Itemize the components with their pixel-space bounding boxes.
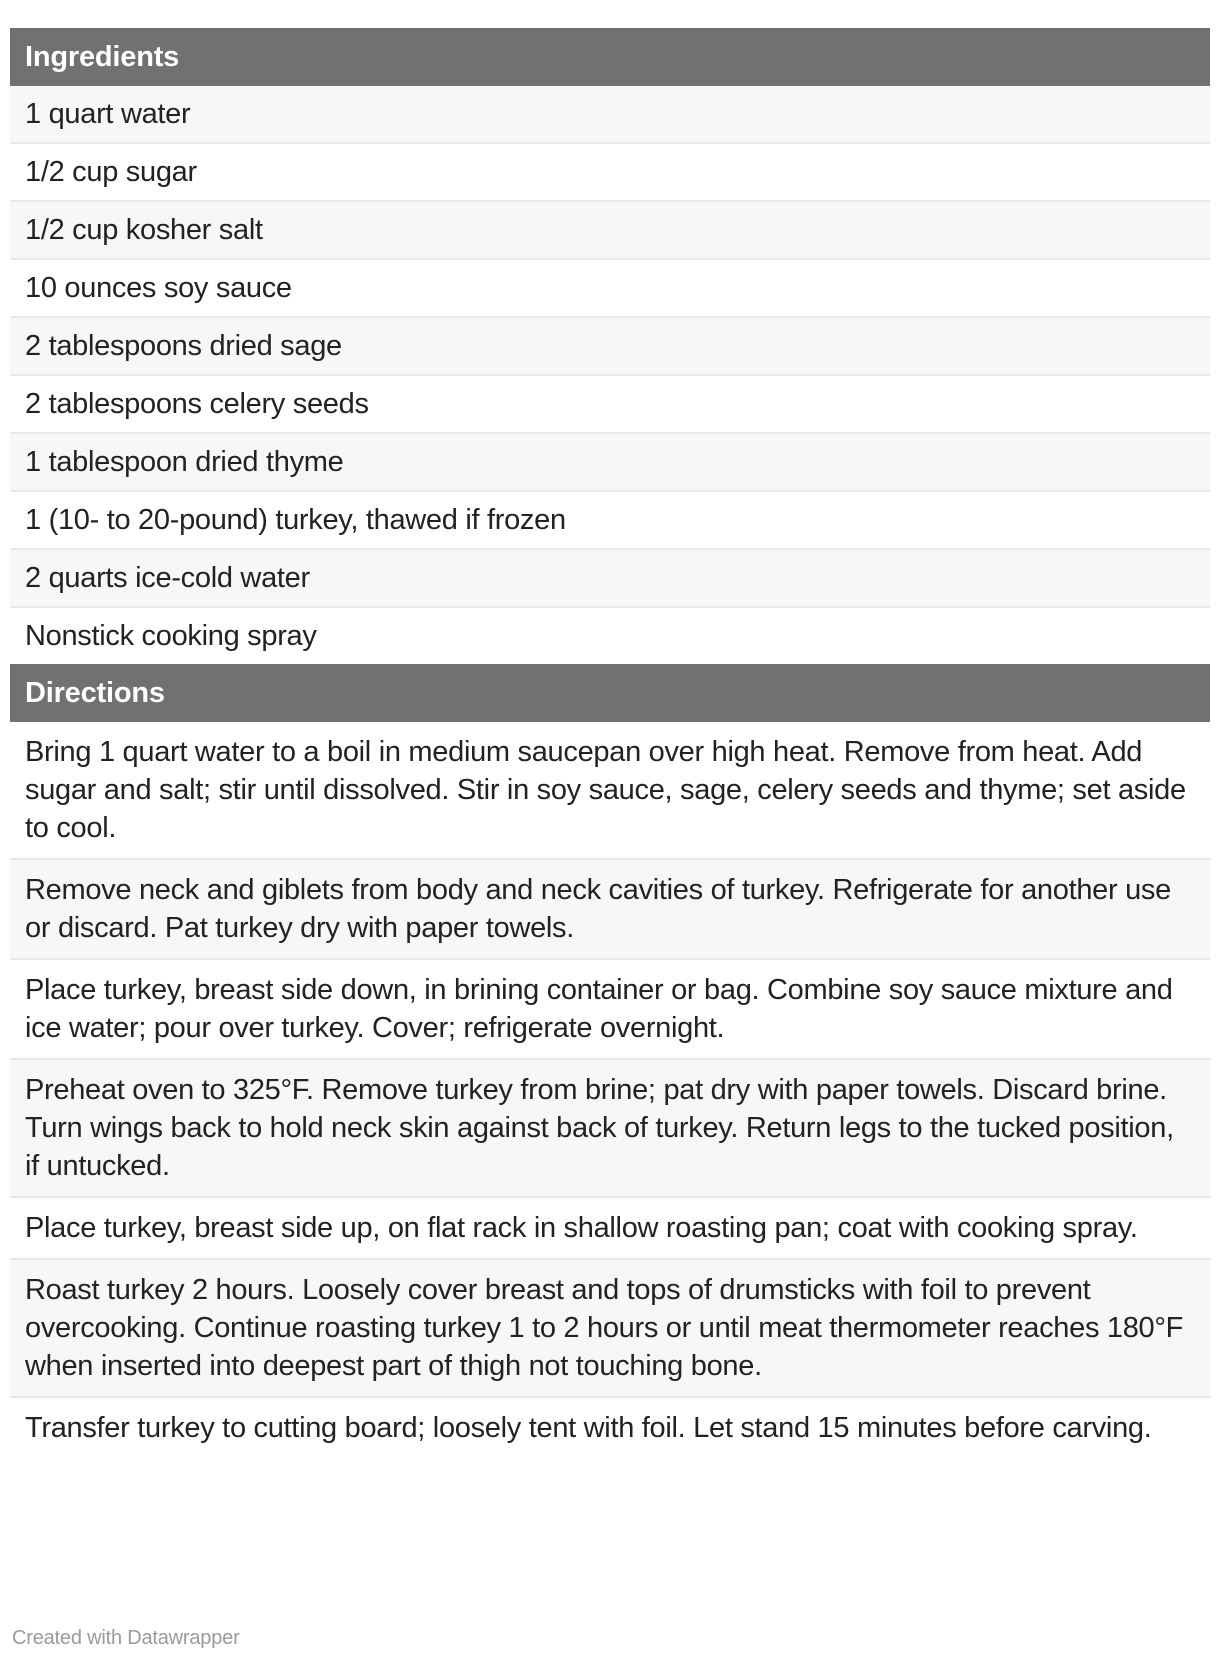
direction-step: Preheat oven to 325°F. Remove turkey from brine; pat dry with paper towels. Discard brine. Turn wings back to hold neck skin against back of turkey. Return legs to the tucked position, if untucked.: [10, 1058, 1210, 1196]
datawrapper-attribution-link[interactable]: Created with Datawrapper: [12, 1627, 240, 1649]
ingredient-row: 1 quart water: [10, 86, 1210, 142]
direction-step: Place turkey, breast side up, on flat rack in shallow roasting pan; coat with cooking spray.: [10, 1196, 1210, 1258]
direction-step: Transfer turkey to cutting board; loosely tent with foil. Let stand 15 minutes before carving.: [10, 1396, 1210, 1458]
ingredients-section-header: Ingredients: [10, 28, 1210, 86]
direction-step: Remove neck and giblets from body and neck cavities of turkey. Refrigerate for another use or discard. Pat turkey dry with paper towels.: [10, 858, 1210, 958]
directions-section-header: Directions: [10, 664, 1210, 722]
ingredient-row: Nonstick cooking spray: [10, 606, 1210, 664]
ingredient-row: 1/2 cup sugar: [10, 142, 1210, 200]
ingredient-row: 2 quarts ice-cold water: [10, 548, 1210, 606]
direction-step: Place turkey, breast side down, in brining container or bag. Combine soy sauce mixture and ice water; pour over turkey. Cover; refrigerate overnight.: [10, 958, 1210, 1058]
direction-step: Roast turkey 2 hours. Loosely cover breast and tops of drumsticks with foil to prevent overcooking. Continue roasting turkey 1 to 2 hours or until meat thermometer reaches 180°F when inserted into deepest part of thigh not touching bone.: [10, 1258, 1210, 1396]
ingredient-row: 1/2 cup kosher salt: [10, 200, 1210, 258]
recipe-table: [10, 28, 1210, 1458]
ingredient-row: 2 tablespoons dried sage: [10, 316, 1210, 374]
ingredient-row: 10 ounces soy sauce: [10, 258, 1210, 316]
ingredient-row: 2 tablespoons celery seeds: [10, 374, 1210, 432]
ingredient-row: 1 (10- to 20-pound) turkey, thawed if frozen: [10, 490, 1210, 548]
ingredient-row: 1 tablespoon dried thyme: [10, 432, 1210, 490]
direction-step: Bring 1 quart water to a boil in medium saucepan over high heat. Remove from heat. Add sugar and salt; stir until dissolved. Stir in soy sauce, sage, celery seeds and thyme; set aside to cool.: [10, 722, 1210, 858]
